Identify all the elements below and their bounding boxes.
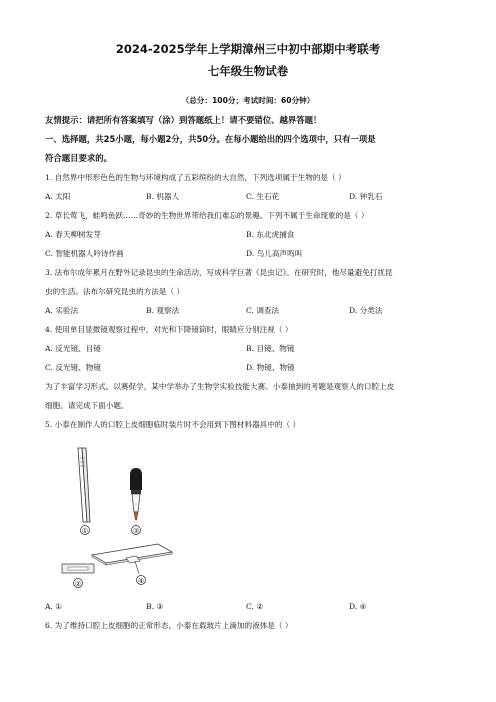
- exam-subtitle: 七年级生物试卷: [207, 64, 289, 78]
- question-4-option-a: A. 反光镜、目镜: [45, 344, 101, 353]
- exam-meta: （总分：100分；考试时间：60分钟）: [181, 96, 315, 105]
- question-1-stem: 1. 自然界中形形色色的生物与环境构成了五彩缤纷的大自然，下列选项属于生物的是（ ）: [45, 173, 346, 182]
- context-line1: 为了丰富学习形式，以赛促学，某中学举办了生物学实验技能大赛。小泰抽到的考题是观察人的口腔上皮: [45, 382, 395, 391]
- question-3-option-c: C. 调查法: [246, 306, 280, 315]
- question-3-option-b: B. 观察法: [146, 306, 180, 315]
- question-4-option-d: D. 物镜、物镜: [246, 363, 295, 372]
- question-2-option-a: A. 春天柳树发芽: [45, 230, 101, 239]
- question-1-option-a: A. 太阳: [45, 192, 71, 201]
- question-4-option-b: B. 目镜、物镜: [246, 344, 295, 353]
- question-2-option-d: D. 鸟儿高声鸣叫: [246, 249, 303, 258]
- question-1-option-b: B. 机器人: [146, 192, 180, 201]
- question-3-stem-line1: 3. 法布尔成年累月在野外记录昆虫的生命活动，写成科学巨著《昆虫记》。在研究时，他尽量避免打扰昆: [45, 268, 393, 277]
- friendly-tip: 友情提示：请把所有答案填写（涂）到答题纸上！请不要错位、越界答题！: [45, 115, 322, 125]
- razor-blade-icon: [62, 564, 94, 573]
- question-3-stem-line2: 虫的生活。法布尔研究昆虫的方法是（ ）: [45, 287, 185, 296]
- question-5-stem: 5. 小泰在制作人的口腔上皮细胞临时装片时不会用到下图材料器具中的（ ）: [45, 420, 301, 429]
- question-1-option-d: D. 钟乳石: [349, 192, 383, 201]
- section-heading-line1: 一、选择题，共25小题，每小题2分，共50分。在每小题给出的四个选项中，只有一项是: [45, 134, 376, 144]
- section-heading-line2: 符合题目要求的。: [45, 153, 112, 163]
- dropper-icon: [130, 468, 142, 520]
- label-3: ③: [132, 527, 140, 535]
- exam-title: 2024-2025学年上学期漳州三中初中部期中考联考: [115, 42, 381, 56]
- question-4-stem: 4. 使用单目显微镜观察过程中，对光和下降镜筒时，眼睛应分别注视（ ）: [45, 325, 293, 334]
- question-3-option-a: A. 实验法: [45, 306, 79, 315]
- question-2-option-b: B. 东北虎捕食: [246, 230, 295, 239]
- question-2-option-c: C. 智能机器人吟诗作画: [45, 249, 124, 258]
- label-4: ④: [137, 577, 145, 585]
- tweezers-icon: [78, 448, 90, 522]
- question-5-option-b: B. ③: [146, 602, 164, 611]
- context-line2: 细胞。请完成下面小题。: [45, 401, 129, 410]
- question-5-option-d: D. ④: [349, 602, 367, 611]
- question-2-stem: 2. 草长莺飞，蛙鸣鱼跃……奇妙的生物世界带给我们难忘的景趣。下列不属于生命现象的是（ ）: [45, 211, 369, 220]
- question-1-option-c: C. 生石花: [246, 192, 280, 201]
- question-5-option-c: C. ②: [246, 602, 264, 611]
- coverslip-icon: [126, 556, 140, 574]
- lab-equipment-figure: [40, 440, 240, 595]
- label-2: ②: [74, 580, 82, 588]
- question-6-stem: 6. 为了维持口腔上皮细胞的正常形态，小泰在载玻片上滴加的液体是（ ）: [45, 621, 293, 630]
- question-5-option-a: A. ①: [45, 602, 63, 611]
- label-1: ①: [81, 527, 89, 535]
- question-4-option-c: C. 反光镜、物镜: [45, 363, 101, 372]
- question-3-option-d: D. 分类法: [349, 306, 383, 315]
